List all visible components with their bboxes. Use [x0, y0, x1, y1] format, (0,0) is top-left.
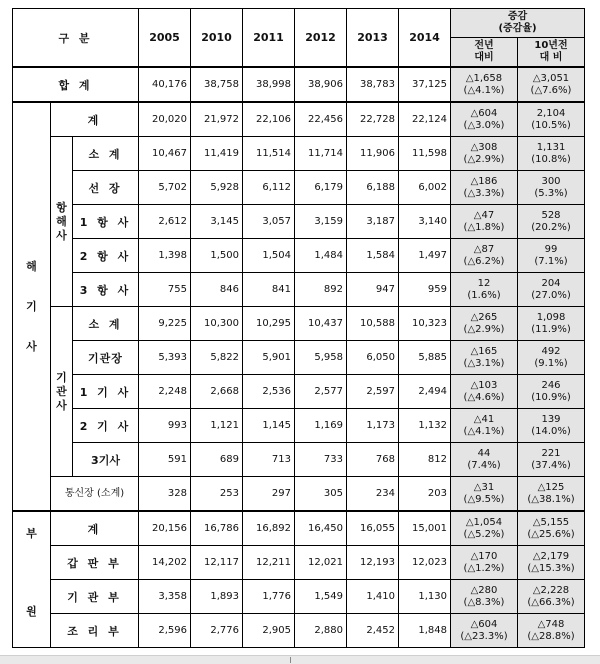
- cell: 15,001: [399, 511, 451, 546]
- cell: 11,598: [399, 137, 451, 171]
- prev-year-change-cell: △604 (△23.3%): [451, 614, 518, 648]
- cell: 2,905: [243, 614, 295, 648]
- group-label-hanghaesa: 항해사: [51, 137, 73, 307]
- cell: 947: [347, 273, 399, 307]
- cell: 305: [295, 477, 347, 512]
- cell: 1,121: [191, 409, 243, 443]
- cell: 3,159: [295, 205, 347, 239]
- cell: 812: [399, 443, 451, 477]
- cell: 22,106: [243, 102, 295, 137]
- row-label: 선 장: [73, 171, 139, 205]
- cell: 12,021: [295, 546, 347, 580]
- cell: 5,958: [295, 341, 347, 375]
- row-label: 계: [51, 511, 139, 546]
- cell: 10,323: [399, 307, 451, 341]
- change-header: [451, 9, 585, 68]
- ten-year-change-cell: 492 (9.1%): [518, 341, 585, 375]
- row-label: 갑 판 부: [51, 546, 139, 580]
- row-label: 소 계: [73, 137, 139, 171]
- cell: 10,467: [139, 137, 191, 171]
- cell: 993: [139, 409, 191, 443]
- ten-year-change-cell: △748 (△28.8%): [518, 614, 585, 648]
- cell: 16,892: [243, 511, 295, 546]
- cell: 5,885: [399, 341, 451, 375]
- prev-year-change-cell: △41 (△4.1%): [451, 409, 518, 443]
- year-header: 2011: [243, 9, 295, 68]
- cell: 2,612: [139, 205, 191, 239]
- cell: 12,193: [347, 546, 399, 580]
- table-row: [13, 205, 585, 239]
- row-label: 기관장: [73, 341, 139, 375]
- ten-year-change-cell: 528 (20.2%): [518, 205, 585, 239]
- cell: 40,176: [139, 67, 191, 102]
- cell: 1,848: [399, 614, 451, 648]
- gubun-header: 구 분: [13, 9, 139, 68]
- prev-year-change-cell: △1,054 (△5.2%): [451, 511, 518, 546]
- cell: 38,998: [243, 67, 295, 102]
- table-row: [13, 409, 585, 443]
- cell: 1,398: [139, 239, 191, 273]
- statistics-table-sheet: [12, 8, 584, 648]
- cell: 3,358: [139, 580, 191, 614]
- change-rate-title: (증감율): [498, 23, 537, 34]
- cell: 1,497: [399, 239, 451, 273]
- prev-year-change-cell: △186 (△3.3%): [451, 171, 518, 205]
- group-label-buwon: [13, 511, 51, 648]
- cell: 5,393: [139, 341, 191, 375]
- cell: 37,125: [399, 67, 451, 102]
- ten-year-change-cell: 1,098 (11.9%): [518, 307, 585, 341]
- row-label: 소 계: [73, 307, 139, 341]
- ten-year-change-cell: △2,228 (△66.3%): [518, 580, 585, 614]
- cell: 1,500: [191, 239, 243, 273]
- prev-year-header-line1: 전년: [474, 40, 494, 51]
- cell: 841: [243, 273, 295, 307]
- cell: 591: [139, 443, 191, 477]
- table-row: [13, 341, 585, 375]
- cell: 1,584: [347, 239, 399, 273]
- ten-year-change-cell: 246 (10.9%): [518, 375, 585, 409]
- cell: 16,055: [347, 511, 399, 546]
- cell: 2,577: [295, 375, 347, 409]
- cell: 2,452: [347, 614, 399, 648]
- ten-year-header-line1: 10년전: [534, 40, 568, 51]
- ten-year-change-cell: 1,131 (10.8%): [518, 137, 585, 171]
- cell: 2,668: [191, 375, 243, 409]
- ten-year-change-cell: 204 (27.0%): [518, 273, 585, 307]
- prev-year-change-cell: △265 (△2.9%): [451, 307, 518, 341]
- cell: 1,169: [295, 409, 347, 443]
- prev-year-change-cell: △31 (△9.5%): [451, 477, 518, 512]
- cell: 2,776: [191, 614, 243, 648]
- prev-year-change-cell: △308 (△2.9%): [451, 137, 518, 171]
- cell: 3,057: [243, 205, 295, 239]
- cell: 16,786: [191, 511, 243, 546]
- group-label-haegisa: 해기사: [13, 102, 51, 511]
- table-row: [13, 477, 585, 512]
- cell: 12,211: [243, 546, 295, 580]
- cell: 3,140: [399, 205, 451, 239]
- prev-year-change-cell: 44 (7.4%): [451, 443, 518, 477]
- cell: 3,145: [191, 205, 243, 239]
- ten-year-change-cell: 300 (5.3%): [518, 171, 585, 205]
- group-label-won: 원: [26, 604, 37, 618]
- cell: 6,188: [347, 171, 399, 205]
- cell: 2,494: [399, 375, 451, 409]
- cell: 12,023: [399, 546, 451, 580]
- cell: 5,702: [139, 171, 191, 205]
- ten-year-change-cell: △125 (△38.1%): [518, 477, 585, 512]
- prev-year-change-cell: 12 (1.6%): [451, 273, 518, 307]
- cell: 1,484: [295, 239, 347, 273]
- scrollbar-grip[interactable]: [290, 657, 291, 663]
- prev-year-header: [451, 38, 518, 66]
- row-label-total: 합 계: [13, 67, 139, 102]
- cell: 1,145: [243, 409, 295, 443]
- cell: 2,880: [295, 614, 347, 648]
- ten-year-change-cell: 99 (7.1%): [518, 239, 585, 273]
- table-row: [13, 102, 585, 137]
- cell: 1,504: [243, 239, 295, 273]
- year-header: 2013: [347, 9, 399, 68]
- cell: 12,117: [191, 546, 243, 580]
- prev-year-change-cell: △103 (△4.6%): [451, 375, 518, 409]
- cell: 10,437: [295, 307, 347, 341]
- cell: 2,248: [139, 375, 191, 409]
- cell: 14,202: [139, 546, 191, 580]
- cell: 38,783: [347, 67, 399, 102]
- cell: 38,758: [191, 67, 243, 102]
- year-header: 2005: [139, 9, 191, 68]
- row-label: 1 기 사: [73, 375, 139, 409]
- cell: 1,410: [347, 580, 399, 614]
- cell: 689: [191, 443, 243, 477]
- cell: 11,419: [191, 137, 243, 171]
- cell: 11,906: [347, 137, 399, 171]
- cell: 20,156: [139, 511, 191, 546]
- ten-year-header-line2: 대 비: [539, 52, 563, 63]
- table-row: [13, 443, 585, 477]
- cell: 11,514: [243, 137, 295, 171]
- cell: 20,020: [139, 102, 191, 137]
- row-label: 1 항 사: [73, 205, 139, 239]
- cell: 1,776: [243, 580, 295, 614]
- cell: 1,893: [191, 580, 243, 614]
- cell: 9,225: [139, 307, 191, 341]
- cell: 11,714: [295, 137, 347, 171]
- cell: 2,597: [347, 375, 399, 409]
- cell: 1,173: [347, 409, 399, 443]
- cell: 6,002: [399, 171, 451, 205]
- year-header: 2014: [399, 9, 451, 68]
- prev-year-change-cell: △170 (△1.2%): [451, 546, 518, 580]
- cell: 22,456: [295, 102, 347, 137]
- cell: 713: [243, 443, 295, 477]
- row-label: 계: [51, 102, 139, 137]
- table-row: [13, 307, 585, 341]
- table-row: [13, 67, 585, 102]
- prev-year-header-line2: 대비: [474, 52, 494, 63]
- ten-year-change-cell: △3,051 (△7.6%): [518, 67, 585, 102]
- row-label: 통신장 (소계): [51, 477, 139, 512]
- prev-year-change-cell: △280 (△8.3%): [451, 580, 518, 614]
- prev-year-change-cell: △47 (△1.8%): [451, 205, 518, 239]
- cell: 22,728: [347, 102, 399, 137]
- cell: 16,450: [295, 511, 347, 546]
- table-row: [13, 511, 585, 546]
- ten-year-header: [518, 38, 584, 66]
- cell: 5,928: [191, 171, 243, 205]
- ten-year-change-cell: 221 (37.4%): [518, 443, 585, 477]
- cell: 10,295: [243, 307, 295, 341]
- group-label-bu: 부: [26, 526, 37, 540]
- cell: 10,588: [347, 307, 399, 341]
- row-label: 조 리 부: [51, 614, 139, 648]
- row-label: 기 관 부: [51, 580, 139, 614]
- cell: 846: [191, 273, 243, 307]
- row-label: 3 항 사: [73, 273, 139, 307]
- ten-year-change-cell: 139 (14.0%): [518, 409, 585, 443]
- group-label-gigwansa: 기관사: [51, 307, 73, 477]
- cell: 6,112: [243, 171, 295, 205]
- cell: 2,536: [243, 375, 295, 409]
- table-row: [13, 580, 585, 614]
- cell: 2,596: [139, 614, 191, 648]
- cell: 38,906: [295, 67, 347, 102]
- cell: 1,549: [295, 580, 347, 614]
- header-row: [13, 9, 585, 68]
- change-title: 증감: [507, 11, 528, 22]
- cell: 959: [399, 273, 451, 307]
- cell: 5,822: [191, 341, 243, 375]
- cell: 1,132: [399, 409, 451, 443]
- cell: 755: [139, 273, 191, 307]
- cell: 253: [191, 477, 243, 512]
- cell: 234: [347, 477, 399, 512]
- cell: 22,124: [399, 102, 451, 137]
- cell: 1,130: [399, 580, 451, 614]
- prev-year-change-cell: △87 (△6.2%): [451, 239, 518, 273]
- cell: 297: [243, 477, 295, 512]
- table-row: [13, 239, 585, 273]
- ten-year-change-cell: 2,104 (10.5%): [518, 102, 585, 137]
- cell: 21,972: [191, 102, 243, 137]
- year-header: 2010: [191, 9, 243, 68]
- table-row: [13, 546, 585, 580]
- cell: 203: [399, 477, 451, 512]
- prev-year-change-cell: △1,658 (△4.1%): [451, 67, 518, 102]
- ten-year-change-cell: △5,155 (△25.6%): [518, 511, 585, 546]
- table-row: [13, 273, 585, 307]
- cell: 5,901: [243, 341, 295, 375]
- row-label: 2 항 사: [73, 239, 139, 273]
- table-row: [13, 614, 585, 648]
- table-row: [13, 171, 585, 205]
- cell: 892: [295, 273, 347, 307]
- cell: 6,179: [295, 171, 347, 205]
- cell: 10,300: [191, 307, 243, 341]
- seafarer-statistics-table: [12, 8, 585, 648]
- cell: 3,187: [347, 205, 399, 239]
- year-header: 2012: [295, 9, 347, 68]
- row-label: 3기사: [73, 443, 139, 477]
- cell: 768: [347, 443, 399, 477]
- prev-year-change-cell: △165 (△3.1%): [451, 341, 518, 375]
- table-row: [13, 137, 585, 171]
- prev-year-change-cell: △604 (△3.0%): [451, 102, 518, 137]
- ten-year-change-cell: △2,179 (△15.3%): [518, 546, 585, 580]
- cell: 733: [295, 443, 347, 477]
- cell: 6,050: [347, 341, 399, 375]
- row-label: 2 기 사: [73, 409, 139, 443]
- table-row: [13, 375, 585, 409]
- cell: 328: [139, 477, 191, 512]
